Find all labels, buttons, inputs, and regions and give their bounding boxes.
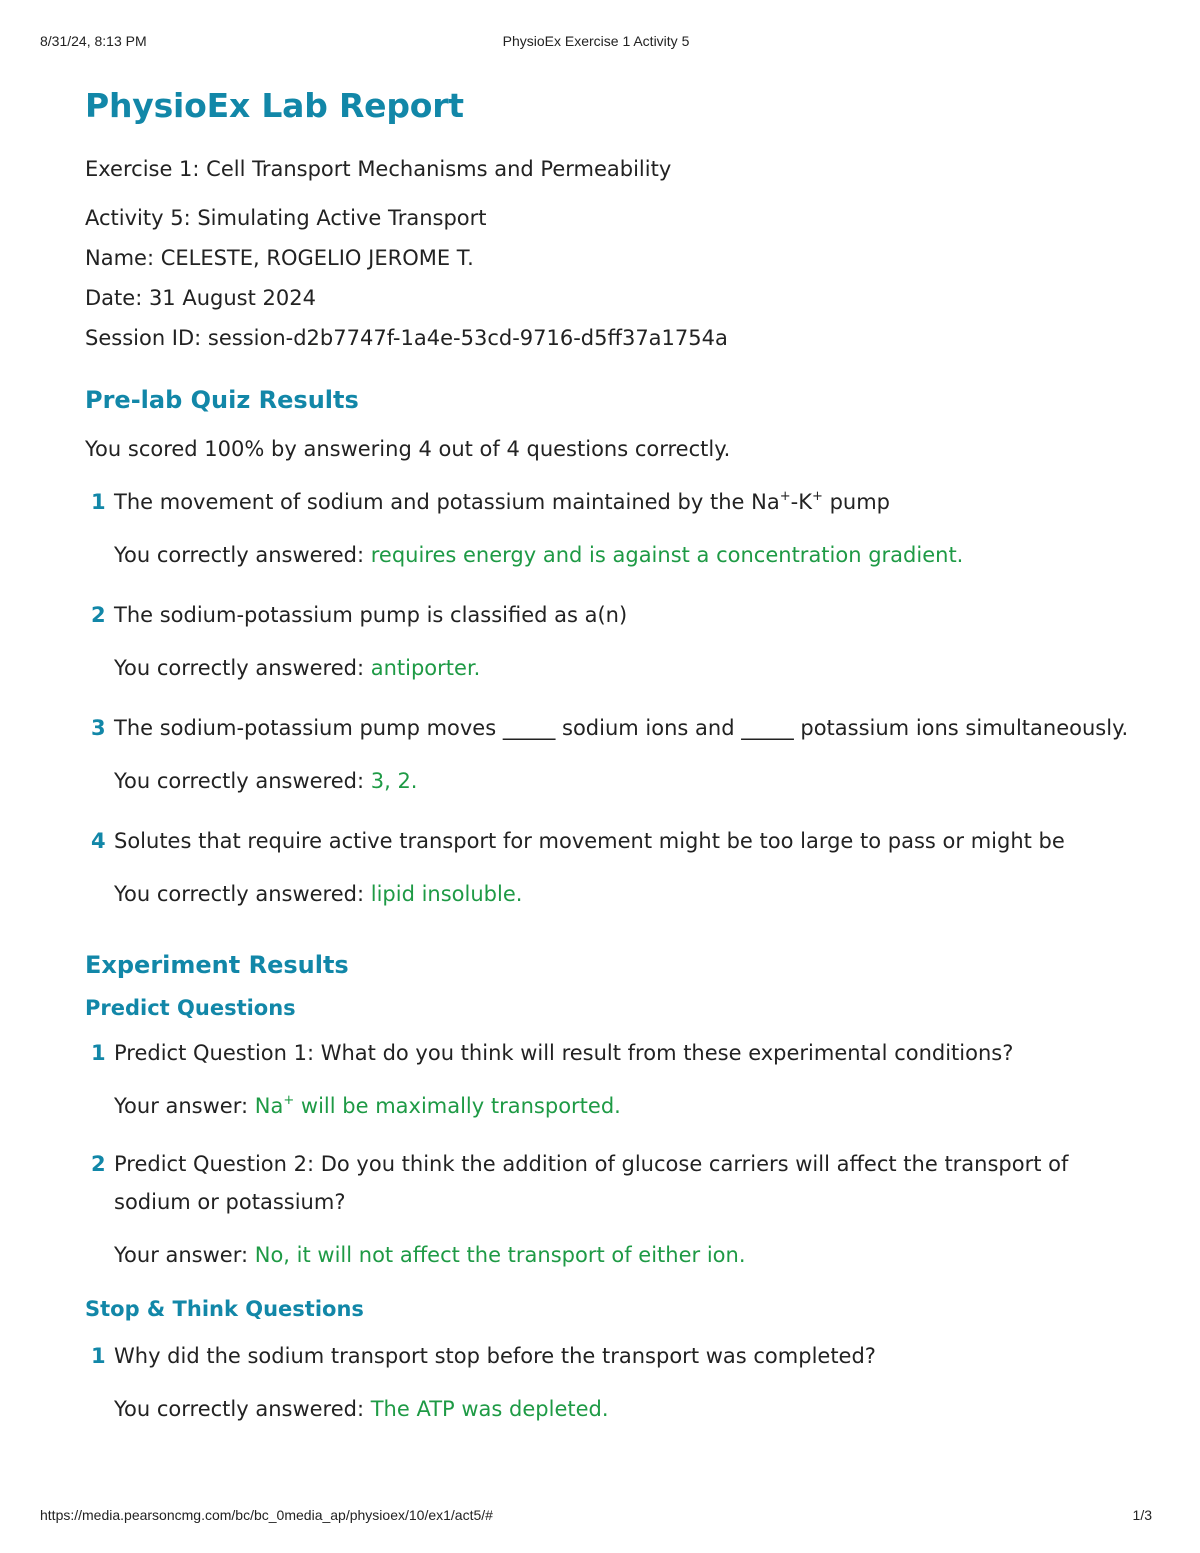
predict-question [85,1145,1135,1221]
prelab-question [85,483,1135,521]
answer-text: No, it will not affect the transport of either ion. [254,1243,746,1267]
exercise-line: Exercise 1: Cell Transport Mechanisms and Permeability [85,157,672,181]
prelab-question [85,596,1135,634]
answer-prefix: Your answer: [114,1243,255,1267]
prelab-answer [85,767,1135,795]
question-text: Why did the sodium transport stop before the transport was completed? [114,1344,876,1368]
report-meta [85,158,1135,358]
session-id: Session ID: session-d2b7747f-1a4e-53cd-9716-d5ff37a1754a [85,326,728,350]
question-text: Predict Question 1: What do you think will result from these experimental conditions? [114,1041,1014,1065]
report-date: Date: 31 August 2024 [85,286,316,310]
print-page-title: PhysioEx Exercise 1 Activity 5 [502,33,690,49]
stop-think-answer [85,1395,1135,1423]
question-text: Predict Question 2: Do you think the addition of glucose carriers will affect the transport of sodium or potassium? [114,1152,1069,1214]
page-number: 1/3 [1132,1507,1152,1523]
question-text: The movement of sodium and potassium maintained by the Na+-K+ pump [114,489,890,514]
question-number: 2 [91,603,106,627]
answer-text: lipid insoluble. [370,882,523,906]
answer-prefix: You correctly answered: [114,882,371,906]
answer-text: requires energy and is against a concentration gradient. [370,543,964,567]
prelab-score: You scored 100% by answering 4 out of 4 questions correctly. [85,437,731,461]
answer-prefix: You correctly answered: [114,656,371,680]
answer-text: Na+ will be maximally transported. [254,1093,621,1118]
print-datetime: 8/31/24, 8:13 PM [40,33,147,49]
answer-prefix: You correctly answered: [114,1397,371,1421]
experiment-heading: Experiment Results [85,951,349,979]
stop-think-heading: Stop & Think Questions [85,1297,364,1321]
print-header [40,33,1152,51]
predict-heading: Predict Questions [85,996,296,1020]
answer-text: 3, 2. [370,769,418,793]
question-number: 1 [91,490,106,514]
question-number: 2 [91,1152,106,1176]
lab-report [85,86,1135,1423]
prelab-question [85,822,1135,860]
answer-text: antiporter. [370,656,481,680]
question-number: 3 [91,716,106,740]
prelab-answer [85,654,1135,682]
question-number: 1 [91,1041,106,1065]
question-number: 1 [91,1344,106,1368]
answer-prefix: Your answer: [114,1094,255,1118]
predict-answer [85,1241,1135,1269]
predict-answer [85,1092,1135,1120]
report-title: PhysioEx Lab Report [85,86,464,125]
question-number: 4 [91,829,106,853]
print-footer [40,1507,1152,1525]
answer-text: The ATP was depleted. [370,1397,609,1421]
question-text: Solutes that require active transport for movement might be too large to pass or might be [114,829,1065,853]
answer-prefix: You correctly answered: [114,543,371,567]
question-text: The sodium-potassium pump moves _____ sodium ions and _____ potassium ions simultaneously. [114,716,1129,740]
prelab-heading: Pre-lab Quiz Results [85,386,359,414]
answer-prefix: You correctly answered: [114,769,371,793]
question-text: The sodium-potassium pump is classified as a(n) [114,603,628,627]
predict-question [85,1034,1135,1072]
prelab-question [85,709,1135,747]
stop-think-question [85,1337,1135,1375]
prelab-answer [85,541,1135,569]
prelab-answer [85,880,1135,908]
page-url: https://media.pearsoncmg.com/bc/bc_0media_ap/physioex/10/ex1/act5/# [40,1507,493,1523]
activity-line: Activity 5: Simulating Active Transport [85,206,487,230]
student-name: Name: CELESTE, ROGELIO JEROME T. [85,246,474,270]
